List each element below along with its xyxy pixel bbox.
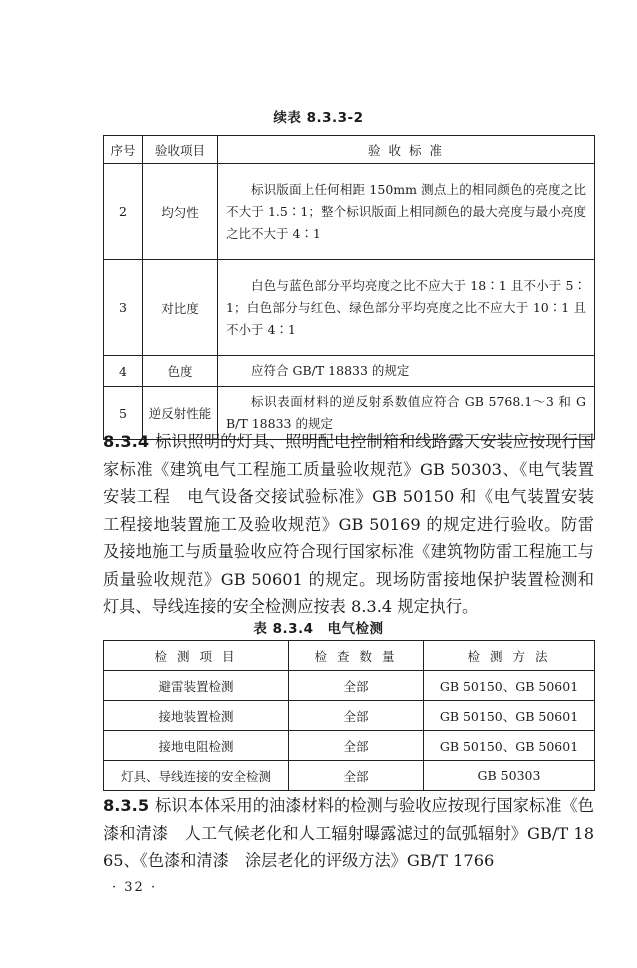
inspection-quantity: 全部	[289, 701, 424, 731]
column-header: 检 测 项 目	[104, 641, 289, 671]
inspection-item: 避雷装置检测	[104, 671, 289, 701]
row-number: 5	[104, 387, 143, 440]
page-number: · 32 ·	[112, 880, 158, 895]
inspection-method: GB 50303	[424, 761, 595, 791]
inspection-method: GB 50150、GB 50601	[424, 731, 595, 761]
column-header: 检 查 数 量	[289, 641, 424, 671]
table-row	[104, 260, 595, 356]
table-row	[104, 701, 595, 731]
inspection-quantity: 全部	[289, 731, 424, 761]
table-row	[104, 731, 595, 761]
column-header: 检 测 方 法	[424, 641, 595, 671]
row-standard: 标识版面上任何相距 150mm 测点上的相同颜色的亮度之比不大于 1.5∶1；整个标识版面上相同颜色的最大亮度与最小亮度之比不大于 4∶1	[218, 164, 595, 260]
clause-number: 8.3.5	[103, 796, 150, 815]
inspection-item: 灯具、导线连接的安全检测	[104, 761, 289, 791]
table-header-row	[104, 136, 595, 164]
clause-8-3-4	[103, 428, 594, 621]
column-header: 验收项目	[143, 136, 218, 164]
row-item: 均匀性	[143, 164, 218, 260]
row-item: 色度	[143, 356, 218, 387]
inspection-method: GB 50150、GB 50601	[424, 671, 595, 701]
inspection-quantity: 全部	[289, 761, 424, 791]
inspection-quantity: 全部	[289, 671, 424, 701]
clause-8-3-5	[103, 792, 594, 875]
column-header: 序号	[104, 136, 143, 164]
table-caption: 续表 8.3.3-2	[273, 110, 364, 126]
inspection-method: GB 50150、GB 50601	[424, 701, 595, 731]
table-row	[104, 671, 595, 701]
clause-text: 标识本体采用的油漆材料的检测与验收应按现行国家标准《色漆和清漆 人工气候老化和人工辐射曝露滤过的氙弧辐射》GB/T 1865、《色漆和清漆 涂层老化的评级方法》GB/T 1766	[103, 796, 594, 870]
inspection-item: 接地装置检测	[104, 701, 289, 731]
inspection-item: 接地电阻检测	[104, 731, 289, 761]
row-item: 逆反射性能	[143, 387, 218, 440]
row-standard: 白色与蓝色部分平均亮度之比不应大于 18∶1 且不小于 5∶1；白色部分与红色、绿色部分平均亮度之比不应大于 10∶1 且不小于 4∶1	[218, 260, 595, 356]
electrical-inspection-table	[103, 640, 595, 791]
table-row	[104, 356, 595, 387]
table-row	[104, 164, 595, 260]
row-standard: 标识表面材料的逆反射系数值应符合 GB 5768.1～3 和 GB/T 18833 的规定	[218, 387, 595, 440]
table-header-row	[104, 641, 595, 671]
table-caption: 表 8.3.4 电气检测	[253, 621, 384, 637]
row-number: 3	[104, 260, 143, 356]
row-number: 4	[104, 356, 143, 387]
table-row	[104, 761, 595, 791]
clause-text: 标识照明的灯具、照明配电控制箱和线路露天安装应按现行国家标准《建筑电气工程施工质量验收规范》GB 50303、《电气装置安装工程 电气设备交接试验标准》GB 50150 和《电气装置安装工程接地装置施工及验收规范》GB 50169 的规定进行验收。防雷及接地施工与质量验收应符合现行国家标准《建筑物防雷工程施工与质量验收规范》GB 50601 的规定。现场防雷接地保护装置检测和灯具、导线连接的安全检测应按表 8.3.4 规定执行。	[103, 432, 594, 616]
row-item: 对比度	[143, 260, 218, 356]
acceptance-standard-table	[103, 135, 595, 440]
clause-number: 8.3.4	[103, 432, 150, 451]
column-header: 验 收 标 准	[218, 136, 595, 164]
row-standard: 应符合 GB/T 18833 的规定	[218, 356, 595, 387]
row-number: 2	[104, 164, 143, 260]
